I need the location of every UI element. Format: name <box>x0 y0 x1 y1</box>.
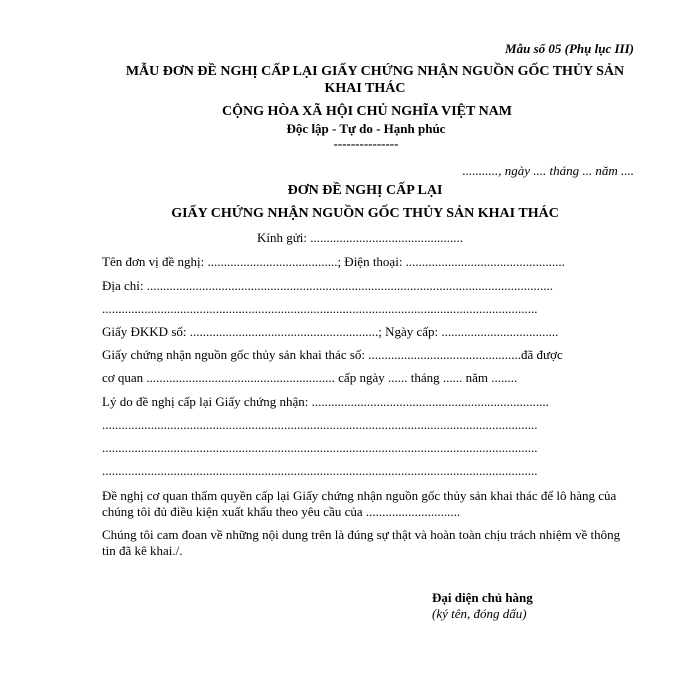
form-title-line1: MẪU ĐƠN ĐỀ NGHỊ CẤP LẠI GIẤY CHỨNG NHẬN NGUỒN GỐC THỦY SẢN <box>125 64 625 79</box>
reason-continuation-3: ...................................................................................................................................... <box>102 463 538 478</box>
motto-divider: --------------- <box>333 136 399 151</box>
org-name-field: Tên đơn vị đề nghị: ........................................; Điện thoại: ................................................. <box>102 254 565 269</box>
recipient-line: Kính gửi: ............................................... <box>257 230 464 245</box>
issuing-agency-field: cơ quan .......................................................... cấp ngày ...... tháng ...... năm ........ <box>102 370 518 385</box>
document-heading-2: GIẤY CHỨNG NHẬN NGUỒN GỐC THỦY SẢN KHAI THÁC <box>171 206 559 221</box>
form-code: Mẫu số 05 (Phụ lục III) <box>505 41 634 56</box>
certificate-number-field: Giấy chứng nhận nguồn gốc thủy sản khai thác số: ...............................................đã được <box>102 347 563 362</box>
request-paragraph: Đề nghị cơ quan thẩm quyền cấp lại Giấy chứng nhận nguồn gốc thủy sản khai thác để lô hàng của chúng tôi đủ điều kiện xuất khẩu theo yêu cầu của ............................. <box>102 488 617 519</box>
national-name: CỘNG HÒA XÃ HỘI CHỦ NGHĨA VIỆT NAM <box>221 104 512 119</box>
document-heading-1: ĐƠN ĐỀ NGHỊ CẤP LẠI <box>287 183 443 198</box>
signature-title: Đại diện chủ hàng <box>432 590 533 605</box>
date-line: ..........., ngày .... tháng ... năm .... <box>462 163 634 178</box>
business-registration-field: Giấy ĐKKD số: ..........................................................; Ngày cấp: .................................... <box>102 324 559 339</box>
commitment-paragraph: Chúng tôi cam đoan về những nội dung trên là đúng sự thật và hoàn toàn chịu trách nhiệm về thông tin đã kê khai./. <box>102 527 621 558</box>
signature-note: (ký tên, đóng dấu) <box>432 606 527 621</box>
national-motto: Độc lập - Tự do - Hạnh phúc <box>286 121 446 136</box>
address-continuation: ...................................................................................................................................... <box>102 301 538 316</box>
reason-continuation-2: ...................................................................................................................................... <box>102 440 538 455</box>
reason-field: Lý do đề nghị cấp lại Giấy chứng nhận: ......................................................................... <box>102 394 549 409</box>
reason-continuation-1: ...................................................................................................................................... <box>102 417 538 432</box>
form-title-line2: KHAI THÁC <box>324 81 406 96</box>
address-field: Địa chỉ: ............................................................................................................................. <box>102 278 554 293</box>
